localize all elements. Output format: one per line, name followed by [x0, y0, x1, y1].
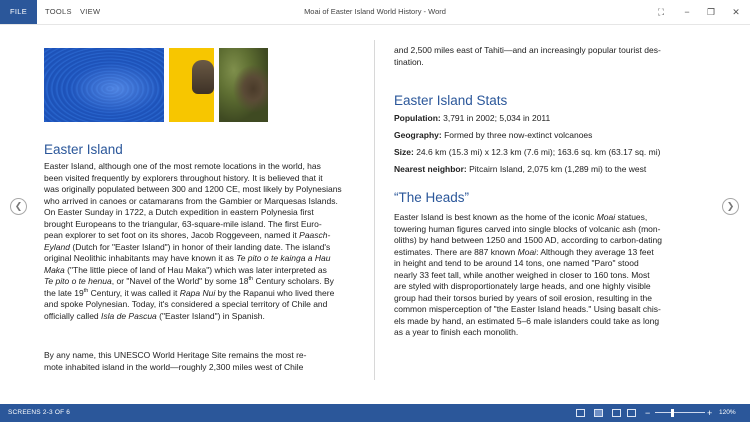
title-bar: [0, 0, 750, 25]
text-line: By any name, this UNESCO World Heritage Site remains the most re-: [44, 350, 307, 360]
italic-text: Moai: [517, 246, 537, 257]
text-span: the late 19: [44, 287, 84, 298]
read-mode-icon[interactable]: [576, 409, 585, 417]
text-line: and 2,500 miles east of Tahiti—and an increasingly popular tourist des-: [394, 45, 661, 55]
window-title: Moai of Easter Island World History - Word: [304, 7, 446, 16]
stat-label: Size:: [394, 147, 414, 157]
zoom-slider[interactable]: [655, 412, 705, 413]
text-span: pean explorer to set foot on its shores, Jacob Roggeveen, named it: [44, 230, 300, 240]
stat-value: 3,791 in 2002; 5,034 in 2011: [440, 113, 551, 123]
text-line: oliths) by hand between 1250 and 1500 AD, according to carbon-dating: [394, 235, 662, 245]
text-line: Easter Island, although one of the most remote locations in the world, has: [44, 161, 321, 171]
text-line: [44, 276, 364, 288]
zoom-level[interactable]: 120%: [719, 409, 736, 416]
zoom-out-button[interactable]: −: [645, 408, 651, 418]
print-layout-icon[interactable]: [594, 409, 603, 417]
text-line: brought Europeans to the triangular, 63-square-mile island. The first Euro-: [44, 218, 322, 229]
heading-easter-island: Easter Island: [44, 142, 123, 157]
text-line: mote inhabited island in the world—roughly 2,300 miles west of Chile: [44, 361, 304, 372]
italic-text: Eyland: [44, 241, 70, 252]
italic-text: Te pito o te kainga a Hau: [236, 253, 331, 263]
zoom-slider-thumb[interactable]: [671, 409, 674, 417]
text-span: (Dutch for "Easter Island") in honor of their landing date. The island's: [70, 241, 331, 252]
text-line: nearly 33 feet tall, while another weighed in closer to 160 tons. Most: [394, 269, 650, 280]
minimize-icon[interactable]: −: [684, 7, 690, 17]
status-bar: [0, 404, 750, 422]
chevron-right-icon: ❯: [726, 201, 735, 211]
superscript: th: [248, 276, 254, 283]
text-span: : Although they average 13 feet: [536, 246, 654, 257]
zoom-in-button[interactable]: +: [707, 408, 713, 418]
stat-population: [394, 113, 550, 123]
italic-text: Maka: [44, 264, 65, 275]
screen-counter: SCREENS 2-3 OF 6: [8, 409, 71, 416]
italic-text: Rapa Nui: [179, 287, 216, 298]
text-line: towering human figures carved into single blocks of volcanic ash (mon-: [394, 223, 661, 234]
previous-screen-button[interactable]: [10, 198, 27, 215]
text-line: in height and tend to be around 14 tons, one named "Paro" stood: [394, 258, 639, 268]
heading-stats: Easter Island Stats: [394, 93, 508, 108]
italic-text: Moai: [596, 212, 616, 222]
tab-tools[interactable]: TOOLS: [45, 7, 72, 16]
right-paragraph-heads: [394, 212, 724, 339]
text-span: Century scholars. By: [253, 276, 334, 286]
text-line: are styled with disproportionately large heads, and one highly visible: [394, 281, 651, 291]
restore-icon[interactable]: ❐: [706, 7, 716, 17]
text-span: ("Easter Island") in Spanish.: [156, 310, 265, 321]
text-line: tination.: [394, 56, 424, 67]
text-line: els made by hand, an estimated 5–6 male islanders could take as long: [394, 315, 660, 326]
text-line: [44, 253, 364, 265]
stat-label: Geography:: [394, 130, 442, 140]
text-span: by the Rapanui who lived there: [215, 287, 335, 298]
column-layout-icon[interactable]: [627, 409, 636, 417]
text-line: been visited frequently by explorers throughout history. It is believed that it: [44, 172, 323, 183]
text-span: Century, it was called it: [88, 287, 180, 298]
text-span: officially called: [44, 310, 102, 321]
next-screen-button[interactable]: [722, 198, 739, 215]
text-span: original Neolithic inhabitants may have known it as: [44, 253, 237, 263]
text-line: [44, 242, 364, 254]
stat-nearest-neighbor: [394, 164, 646, 174]
text-line: common misperception of "the Easter Island heads." Using basalt chis-: [394, 304, 661, 314]
text-line: [44, 311, 364, 323]
text-line: [44, 288, 364, 300]
text-span: ("The little piece of land of Hau Maka") which was later interpreted as: [64, 264, 327, 275]
stat-value: Formed by three now-extinct volcanoes: [441, 130, 593, 140]
italic-text: Paasch-: [299, 230, 331, 240]
stat-label: Population:: [394, 113, 441, 123]
right-intro: [394, 45, 724, 68]
web-layout-icon[interactable]: [612, 409, 621, 417]
text-line: [44, 230, 364, 242]
text-span: , or "Navel of the World" by some 18: [111, 276, 249, 286]
text-line: [394, 247, 724, 259]
italic-text: Isla de Pascua: [101, 310, 157, 321]
text-span: Easter Island is best known as the home of the iconic: [394, 212, 597, 222]
aerial-photo: [44, 48, 164, 122]
moai-head-shape: [192, 60, 214, 94]
stat-size: [394, 147, 660, 157]
full-screen-icon[interactable]: ⛶: [657, 7, 665, 17]
close-icon[interactable]: ✕: [732, 7, 740, 17]
stat-geography: [394, 130, 592, 140]
text-line: [394, 212, 724, 224]
heading-the-heads: “The Heads”: [394, 190, 470, 205]
text-span: estimates. There are 887 known: [394, 246, 518, 257]
stat-value: Pitcairn Island, 2,075 km (1,289 mi) to the west: [466, 164, 647, 174]
text-line: On Easter Sunday in 1722, a Dutch expedition in eastern Polynesia first: [44, 207, 314, 217]
text-line: and spoke Polynesian. Today, it's considered a special territory of Chile and: [44, 299, 328, 309]
stat-label: Nearest neighbor:: [394, 164, 467, 174]
text-line: who arrived in canoes or catamarans from the Gambier or Marquesas Islands.: [44, 195, 338, 206]
text-line: group had their torsos buried by years of soil erosion, resulting in the: [394, 292, 652, 303]
italic-text: Te pito o te henua: [44, 276, 112, 286]
superscript: th: [83, 287, 89, 294]
tab-file[interactable]: FILE: [0, 0, 37, 24]
moai-photo: [219, 48, 268, 122]
text-line: as a year to finish each monolith.: [394, 327, 519, 337]
chevron-left-icon: ❮: [14, 201, 23, 211]
left-paragraph-1: [44, 161, 364, 322]
stat-value: 24.6 km (15.3 mi) x 12.3 km (7.6 mi); 163.6 sq. km (63.17 sq. mi): [413, 147, 661, 157]
column-divider: [374, 40, 375, 380]
text-line: [44, 265, 364, 277]
text-span: statues,: [615, 212, 648, 222]
tab-view[interactable]: VIEW: [80, 7, 101, 16]
text-line: was originally populated between 300 and 1200 CE, most likely by Polynesians: [44, 184, 342, 194]
left-paragraph-2: [44, 350, 364, 373]
